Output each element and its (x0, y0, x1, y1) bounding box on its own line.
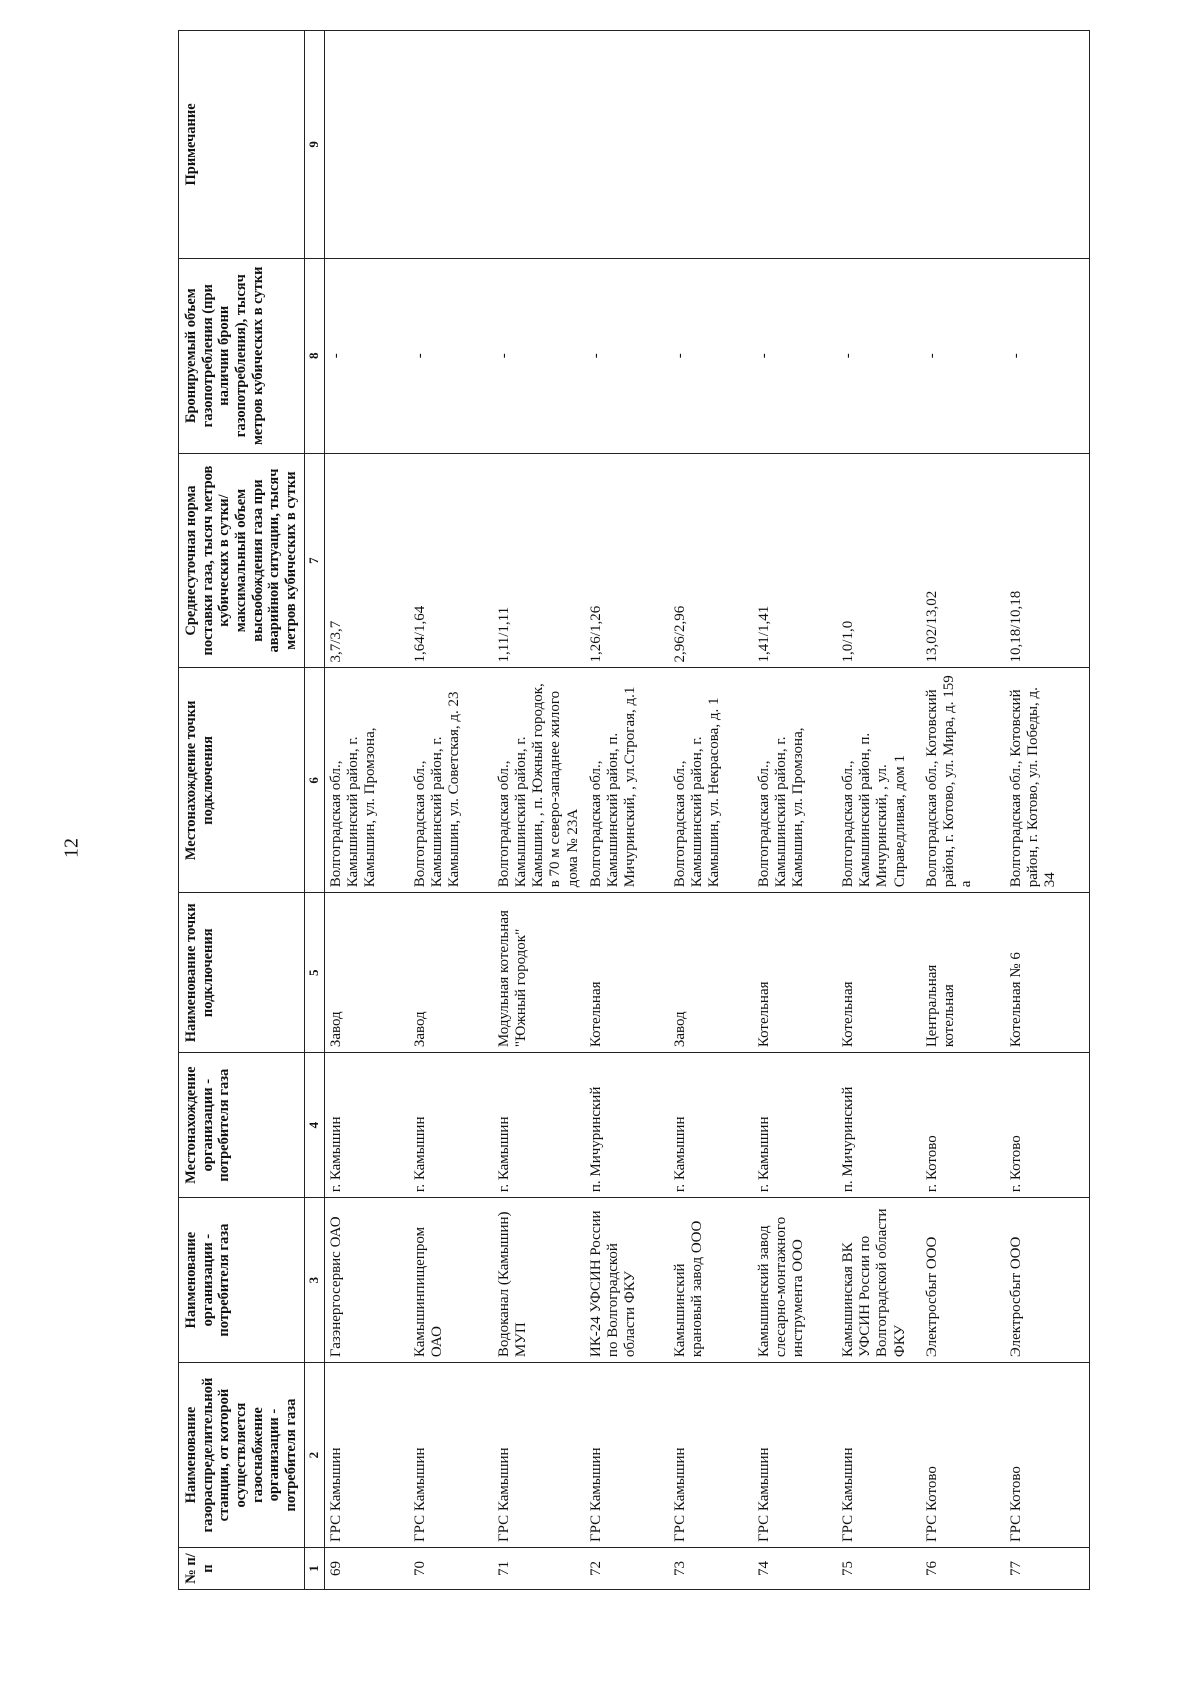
station-cell: ГРС Камышин (324, 1363, 409, 1548)
connection-point-location-cell: Волгоградская обл., Котовский район, г. Котово, ул. Мира, д. 159 а (921, 668, 1005, 893)
page-number: 12 (60, 838, 83, 858)
supply-norm-cell: 1,64/1,64 (409, 453, 493, 668)
organization-cell: Водоканал (Камышин) МУП (493, 1198, 585, 1363)
header-cell: Бронируемый объем газопотребления (при наличии брони газопотребления), тысяч метров кубических в сутки (179, 258, 305, 453)
note-cell (1005, 31, 1090, 259)
reserved-volume-cell: - (753, 258, 837, 453)
station-cell: ГРС Котово (1005, 1363, 1090, 1548)
organization-cell: Камышинский крановый завод ООО (669, 1198, 753, 1363)
column-number-cell: 5 (304, 893, 324, 1053)
row-number-cell: 75 (837, 1548, 921, 1590)
row-number-cell: 72 (585, 1548, 669, 1590)
connection-point-cell: Котельная (837, 893, 921, 1053)
station-cell: ГРС Камышин (409, 1363, 493, 1548)
reserved-volume-cell: - (585, 258, 669, 453)
connection-point-cell: Завод (669, 893, 753, 1053)
organization-location-cell: г. Котово (921, 1053, 1005, 1198)
row-number-cell: 70 (409, 1548, 493, 1590)
column-number-cell: 6 (304, 668, 324, 893)
station-cell: ГРС Камышин (493, 1363, 585, 1548)
organization-cell: Камышинпищепром ОАО (409, 1198, 493, 1363)
note-cell (409, 31, 493, 259)
note-cell (837, 31, 921, 259)
connection-point-cell: Котельная (585, 893, 669, 1053)
note-cell (585, 31, 669, 259)
column-number-cell: 3 (304, 1198, 324, 1363)
rotated-table-container (178, 30, 1059, 1590)
connection-point-cell: Завод (409, 893, 493, 1053)
header-cell: Наименование организации - потребителя газа (179, 1198, 305, 1363)
connection-point-cell: Модульная котельная "Южный городок" (493, 893, 585, 1053)
supply-norm-cell: 1,0/1,0 (837, 453, 921, 668)
organization-location-cell: п. Мичуринский (585, 1053, 669, 1198)
header-cell: Местонахождение точки подключения (179, 668, 305, 893)
table-row (409, 31, 493, 1590)
supply-norm-cell: 1,41/1,41 (753, 453, 837, 668)
connection-point-location-cell: Волгоградская обл., Камышинский район, п. Мичуринский, , ул.Строгая, д.1 (585, 668, 669, 893)
table-row (837, 31, 921, 1590)
header-cell: Наименование газораспределительной станции, от которой осуществляется газоснабжение организации - потребителя газа (179, 1363, 305, 1548)
connection-point-location-cell: Волгоградская обл., Камышинский район, г. Камышин, , п. Южный городок, в 70 м северо-западнее жилого дома № 23А (493, 668, 585, 893)
supply-norm-cell: 2,96/2,96 (669, 453, 753, 668)
table-row (493, 31, 585, 1590)
reserved-volume-cell: - (1005, 258, 1090, 453)
table-row (753, 31, 837, 1590)
organization-location-cell: г. Камышин (753, 1053, 837, 1198)
organization-location-cell: п. Мичуринский (837, 1053, 921, 1198)
column-number-cell: 9 (304, 31, 324, 259)
organization-cell: Камышинский завод слесарно-монтажного инструмента ООО (753, 1198, 837, 1363)
connection-point-location-cell: Волгоградская обл., Камышинский район, г. Камышин, ул. Промзона, (324, 668, 409, 893)
column-number-cell: 1 (304, 1548, 324, 1590)
note-cell (753, 31, 837, 259)
header-cell: Наименование точки подключения (179, 893, 305, 1053)
reserved-volume-cell: - (493, 258, 585, 453)
organization-cell: Электросбыт ООО (921, 1198, 1005, 1363)
organization-location-cell: г. Камышин (324, 1053, 409, 1198)
note-cell (324, 31, 409, 259)
supply-norm-cell: 10,18/10,18 (1005, 453, 1090, 668)
connection-point-location-cell: Волгоградская обл., Котовский район, г. Котово, ул. Победы, д. 34 (1005, 668, 1090, 893)
header-cell: Местонахождение организации - потребителя газа (179, 1053, 305, 1198)
gas-supply-table (178, 30, 1090, 1590)
organization-location-cell: г. Камышин (493, 1053, 585, 1198)
station-cell: ГРС Камышин (837, 1363, 921, 1548)
row-number-cell: 69 (324, 1548, 409, 1590)
column-number-cell: 4 (304, 1053, 324, 1198)
table-row (921, 31, 1005, 1590)
supply-norm-cell: 3,7/3,7 (324, 453, 409, 668)
column-number-cell: 7 (304, 453, 324, 668)
column-number-cell: 2 (304, 1363, 324, 1548)
table-row (585, 31, 669, 1590)
organization-cell: Электросбыт ООО (1005, 1198, 1090, 1363)
organization-location-cell: г. Камышин (669, 1053, 753, 1198)
table-row (669, 31, 753, 1590)
connection-point-location-cell: Волгоградская обл., Камышинский район, п. Мичуринский, , ул. Справедливая, дом 1 (837, 668, 921, 893)
note-cell (921, 31, 1005, 259)
reserved-volume-cell: - (409, 258, 493, 453)
connection-point-cell: Котельная (753, 893, 837, 1053)
header-cell: № п/п (179, 1548, 305, 1590)
reserved-volume-cell: - (837, 258, 921, 453)
connection-point-cell: Центральная котельная (921, 893, 1005, 1053)
table-row (324, 31, 409, 1590)
row-number-cell: 76 (921, 1548, 1005, 1590)
reserved-volume-cell: - (921, 258, 1005, 453)
row-number-cell: 74 (753, 1548, 837, 1590)
note-cell (493, 31, 585, 259)
supply-norm-cell: 13,02/13,02 (921, 453, 1005, 668)
header-row (179, 31, 305, 1590)
station-cell: ГРС Камышин (753, 1363, 837, 1548)
connection-point-location-cell: Волгоградская обл., Камышинский район, г. Камышин, ул. Промзона, (753, 668, 837, 893)
organization-cell: ИК-24 УФСИН России по Волгоградской области ФКУ (585, 1198, 669, 1363)
reserved-volume-cell: - (669, 258, 753, 453)
row-number-cell: 71 (493, 1548, 585, 1590)
column-number-cell: 8 (304, 258, 324, 453)
column-number-row (304, 31, 324, 1590)
organization-location-cell: г. Котово (1005, 1053, 1090, 1198)
station-cell: ГРС Котово (921, 1363, 1005, 1548)
connection-point-location-cell: Волгоградская обл., Камышинский район, г. Камышин, ул. Некрасова, д. 1 (669, 668, 753, 893)
note-cell (669, 31, 753, 259)
organization-location-cell: г. Камышин (409, 1053, 493, 1198)
table-body (304, 31, 1089, 1590)
header-cell: Примечание (179, 31, 305, 259)
supply-norm-cell: 1,26/1,26 (585, 453, 669, 668)
station-cell: ГРС Камышин (669, 1363, 753, 1548)
connection-point-cell: Котельная № 6 (1005, 893, 1090, 1053)
organization-cell: Камышинская ВК УФСИН России по Волгоградской области ФКУ (837, 1198, 921, 1363)
row-number-cell: 77 (1005, 1548, 1090, 1590)
connection-point-cell: Завод (324, 893, 409, 1053)
table-row (1005, 31, 1090, 1590)
connection-point-location-cell: Волгоградская обл., Камышинский район, г. Камышин, ул. Советская, д. 23 (409, 668, 493, 893)
reserved-volume-cell: - (324, 258, 409, 453)
station-cell: ГРС Камышин (585, 1363, 669, 1548)
header-cell: Среднесуточная норма поставки газа, тысяч метров кубических в сутки/максимальный объем высвобождения газа при аварийной ситуации, тысяч метров кубических в сутки (179, 453, 305, 668)
row-number-cell: 73 (669, 1548, 753, 1590)
organization-cell: Газэнергосервис ОАО (324, 1198, 409, 1363)
supply-norm-cell: 1,11/1,11 (493, 453, 585, 668)
